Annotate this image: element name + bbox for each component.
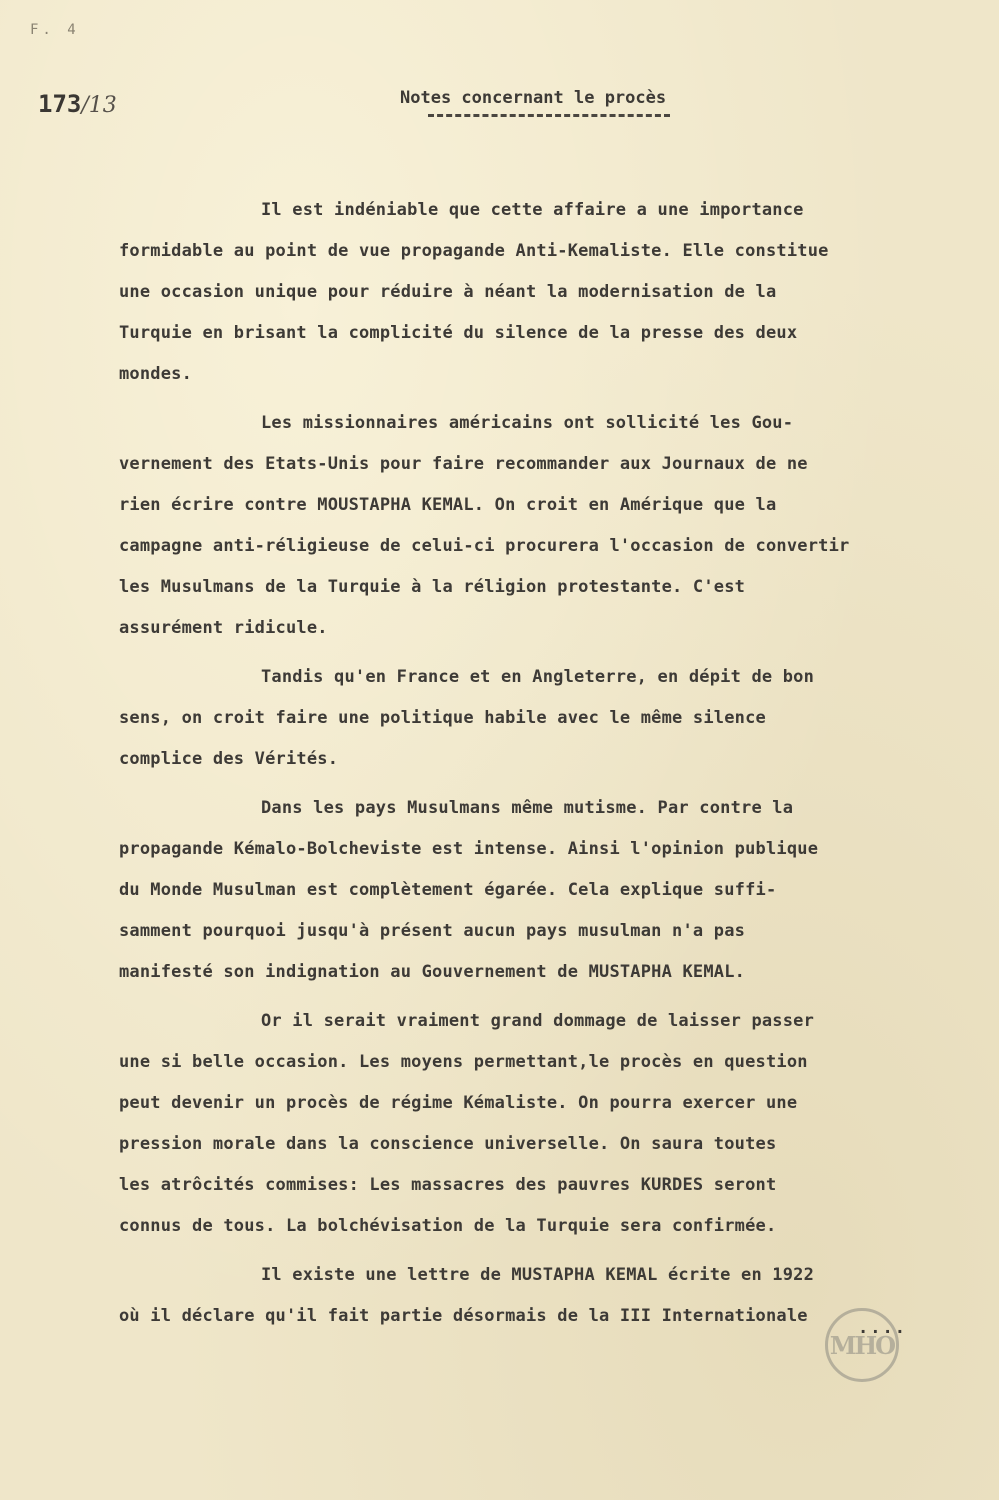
text-line: propagande Kémalo-Bolcheviste est intense. Ainsi l'opinion publique	[119, 839, 819, 859]
text-line: connus de tous. La bolchévisation de la Turquie sera confirmée.	[119, 1216, 777, 1236]
folio-handwritten-number: /13	[81, 93, 117, 118]
folio-number	[38, 90, 117, 118]
text-line: manifesté son indignation au Gouvernement de MUSTAPHA KEMAL.	[119, 962, 746, 982]
text-line: Les missionnaires américains ont sollicité les Gou-	[261, 413, 794, 433]
text-line: une occasion unique pour réduire à néant la modernisation de la	[119, 282, 777, 302]
document-title: Notes concernant le procès	[400, 88, 667, 108]
text-line: Dans les pays Musulmans même mutisme. Par contre la	[261, 798, 794, 818]
text-line: mondes.	[119, 364, 193, 384]
paragraph-4	[119, 788, 979, 993]
text-line: sens, on croit faire une politique habile avec le même silence	[119, 708, 766, 728]
paragraph-2	[119, 403, 979, 649]
paragraph-3	[119, 657, 979, 780]
text-line: pression morale dans la conscience universelle. On saura toutes	[119, 1134, 777, 1154]
text-line: assurément ridicule.	[119, 618, 328, 638]
text-line: les atrôcités commises: Les massacres des pauvres KURDES seront	[119, 1175, 777, 1195]
paragraph-1	[119, 190, 979, 395]
text-line: campagne anti-réligieuse de celui-ci procurera l'occasion de convertir	[119, 536, 850, 556]
text-line: Il existe une lettre de MUSTAPHA KEMAL écrite en 1922	[261, 1265, 815, 1285]
text-line: une si belle occasion. Les moyens permettant,le procès en question	[119, 1052, 808, 1072]
document-body	[119, 190, 979, 1345]
archive-stamp: MHO	[825, 1308, 899, 1382]
corner-marks: F. 4	[30, 22, 80, 38]
continuation-mark: ....	[858, 1318, 907, 1338]
text-line: Il est indéniable que cette affaire a une importance	[261, 200, 804, 220]
folio-typed-number: 173	[38, 90, 82, 118]
text-line: complice des Vérités.	[119, 749, 339, 769]
text-line: Or il serait vraiment grand dommage de laisser passer	[261, 1011, 815, 1031]
title-underline	[428, 114, 670, 117]
paragraph-5	[119, 1001, 979, 1247]
text-line: peut devenir un procès de régime Kémaliste. On pourra exercer une	[119, 1093, 798, 1113]
text-line: où il déclare qu'il fait partie désormais de la III Internationale	[119, 1306, 808, 1326]
text-line: du Monde Musulman est complètement égarée. Cela explique suffi-	[119, 880, 777, 900]
text-line: vernement des Etats-Unis pour faire recommander aux Journaux de ne	[119, 454, 808, 474]
text-line: samment pourquoi jusqu'à présent aucun pays musulman n'a pas	[119, 921, 746, 941]
text-line: Tandis qu'en France et en Angleterre, en dépit de bon	[261, 667, 815, 687]
text-line: Turquie en brisant la complicité du silence de la presse des deux	[119, 323, 798, 343]
text-line: formidable au point de vue propagande Anti-Kemaliste. Elle constitue	[119, 241, 829, 261]
text-line: rien écrire contre MOUSTAPHA KEMAL. On croit en Amérique que la	[119, 495, 777, 515]
text-line: les Musulmans de la Turquie à la réligion protestante. C'est	[119, 577, 746, 597]
